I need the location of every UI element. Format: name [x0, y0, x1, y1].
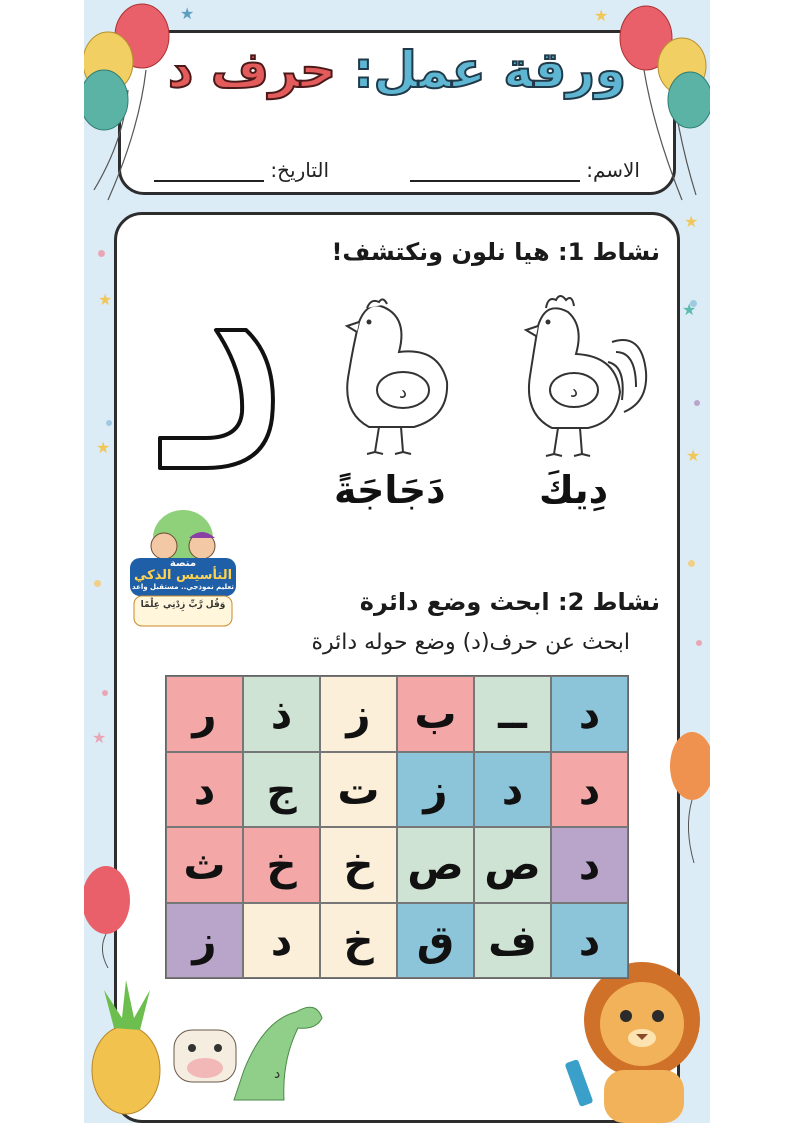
confetti-dot: [688, 560, 695, 567]
grid-cell[interactable]: ز: [166, 903, 243, 979]
activity2-title: نشاط 2: ابحث وضع دائرة: [359, 588, 660, 616]
star-icon: ★: [98, 290, 113, 309]
star-icon: ★: [92, 728, 107, 747]
star-icon: ★: [180, 4, 195, 23]
word-hen: دَجَاجَةً: [334, 468, 446, 512]
grid-cell[interactable]: د: [551, 752, 628, 828]
activity2-instruction: ابحث عن حرف(د) وضع حوله دائرة: [311, 630, 630, 655]
activity1-title: نشاط 1: هيا نلون ونكتشف!: [331, 238, 660, 266]
date-field[interactable]: [154, 158, 329, 182]
word-rooster: دِيكَ: [539, 468, 609, 512]
rooster-wing-letter: د: [569, 381, 579, 402]
grid-cell[interactable]: ــ: [474, 676, 551, 752]
title-letter-label: حرف د: [167, 41, 337, 99]
letter-search-grid: [165, 675, 629, 979]
confetti-dot: [98, 250, 105, 257]
grid-cell[interactable]: ص: [474, 827, 551, 903]
title-worksheet-label: ورقة عمل:: [353, 41, 627, 99]
header-fields: [154, 158, 640, 188]
star-icon: ★: [594, 6, 609, 25]
name-field[interactable]: [410, 158, 640, 182]
star-icon: ★: [686, 446, 701, 465]
balloon-right: [664, 728, 710, 868]
date-line[interactable]: [154, 162, 264, 182]
grid-cell[interactable]: ت: [320, 752, 397, 828]
grid-cell[interactable]: د: [551, 827, 628, 903]
grid-cell[interactable]: د: [551, 903, 628, 979]
grid-cell[interactable]: ف: [474, 903, 551, 979]
confetti-dot: [102, 690, 108, 696]
grid-cell[interactable]: خ: [243, 827, 320, 903]
grid-cell[interactable]: ذ: [243, 676, 320, 752]
grid-cell[interactable]: ق: [397, 903, 474, 979]
grid-cell[interactable]: د: [166, 752, 243, 828]
star-icon: ★: [682, 300, 697, 319]
balloon-bottom-left: [84, 860, 136, 970]
star-icon: ★: [684, 212, 699, 231]
worksheet-title: [84, 41, 710, 99]
name-line[interactable]: [410, 162, 580, 182]
grid-cell[interactable]: ب: [397, 676, 474, 752]
grid-cell[interactable]: ز: [320, 676, 397, 752]
letter-dal-outline: [154, 320, 289, 480]
logo-line1: منصة: [169, 558, 197, 569]
logo-line2: التأسيس الذكي: [133, 568, 233, 583]
confetti-dot: [694, 400, 700, 406]
animals-drawing: [84, 960, 334, 1123]
date-label: التاريخ:: [270, 158, 330, 182]
grid-cell[interactable]: خ: [320, 903, 397, 979]
grid-cell[interactable]: د: [474, 752, 551, 828]
confetti-dot: [106, 420, 112, 426]
confetti-dot: [696, 640, 702, 646]
hen-drawing: [329, 292, 459, 457]
grid-cell[interactable]: د: [551, 676, 628, 752]
grid-cell[interactable]: ص: [397, 827, 474, 903]
name-label: الاسم:: [586, 158, 640, 182]
grid-cell[interactable]: ث: [166, 827, 243, 903]
grid-cell[interactable]: د: [243, 903, 320, 979]
hen-wing-letter: د: [398, 382, 408, 403]
platform-logo: [124, 500, 242, 630]
confetti-dot: [94, 580, 101, 587]
rooster-drawing: [512, 292, 652, 462]
grid-cell[interactable]: خ: [320, 827, 397, 903]
grid-cell[interactable]: ز: [397, 752, 474, 828]
logo-line3: تعليم نموذجي.. مستقبل واعد: [132, 583, 234, 591]
star-icon: ★: [96, 438, 111, 457]
logo-line4: وَقُل رَّبِّ زِدْنِي عِلْمًا: [140, 600, 226, 610]
grid-cell[interactable]: ر: [166, 676, 243, 752]
dino-letter: د: [274, 1066, 281, 1082]
grid-cell[interactable]: ج: [243, 752, 320, 828]
